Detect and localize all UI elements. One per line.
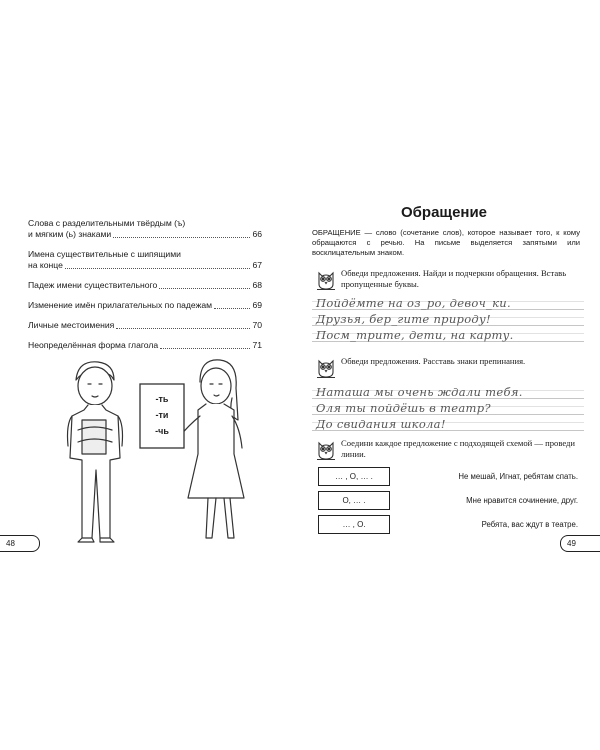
match-row [318,467,582,486]
scheme-box[interactable]: … , О. [318,515,390,534]
table-of-contents [28,218,262,360]
toc-item [28,280,262,291]
match-row [318,515,582,534]
matching-exercise [318,467,582,539]
toc-page-number: 68 [252,280,262,290]
handwritten-sentence: Друзья, бер_гите природу! [316,312,491,326]
owl-icon [316,269,336,291]
rule-definition: ОБРАЩЕНИЕ — слово (сочетание слов), которое называет того, к кому обращаются с речью. На письме выделяется запятыми или восклицательным знаком. [312,228,580,257]
task-instruction: Обведи предложения. Найди и подчеркни обращения. Вставь пропущенные буквы. [341,268,567,289]
copybook-lines-2 [312,383,584,431]
handwritten-sentence: До свидания школа! [316,417,446,431]
sign-suffix: -ти [155,410,169,420]
toc-page-number: 71 [252,340,262,350]
toc-item-text: на конце [28,260,63,270]
owl-icon [316,357,336,379]
toc-leader [116,328,250,329]
match-sentence[interactable]: Не мешай, Игнат, ребятам спать. [458,472,578,481]
sign-suffix: -ть [155,394,169,404]
toc-leader [113,237,250,238]
toc-leader [214,308,250,309]
scheme-box[interactable]: О, … . [318,491,390,510]
handwritten-sentence: Посм_трите, дети, на карту. [316,328,514,342]
task-instruction: Обведи предложения. Расставь знаки препинания. [341,356,526,366]
toc-item-text: Падеж имени существительного [28,280,158,290]
toc-page-number: 67 [252,260,262,270]
children-illustration [48,358,278,543]
toc-item-text: Изменение имён прилагательных по падежам [28,300,213,310]
toc-item-text: Личные местоимения [28,320,115,330]
match-sentence[interactable]: Ребята, вас ждут в театре. [481,520,578,529]
toc-page-number: 69 [252,300,262,310]
toc-page-number: 66 [252,229,262,239]
toc-item [28,300,262,311]
toc-item [28,320,262,331]
handwritten-sentence: Пойдёмте на оз_ро, девоч_ки. [316,296,511,310]
toc-item-text: Слова с разделительными твёрдым (ъ) [28,218,186,228]
handwritten-sentence: Оля ты пойдёшь в театр? [316,401,491,415]
girl-figure [180,360,244,538]
toc-leader [159,288,250,289]
toc-item-text: Имена существительные с шипящими [28,249,181,259]
toc-page-number: 70 [252,320,262,330]
toc-leader [160,348,250,349]
sign-suffix: -чь [155,426,169,436]
task-2 [316,356,578,379]
task-1 [316,268,578,291]
match-sentence[interactable]: Мне нравится сочинение, друг. [466,496,578,505]
owl-icon [316,439,336,461]
toc-item [28,249,262,271]
boy-figure [68,362,123,542]
scheme-box[interactable]: … , О, … . [318,467,390,486]
toc-item-text: Неопределённая форма глагола [28,340,159,350]
task-instruction: Соедини каждое предложение с подходящей схемой — проведи линии. [341,438,576,459]
toc-item [28,218,262,240]
page-title: Обращение [400,204,488,221]
match-row [318,491,582,510]
toc-item [28,340,262,351]
copybook-lines-1 [312,294,584,342]
page-number-left: 48 [0,535,40,552]
task-3 [316,438,578,461]
handwritten-sentence: Наташа мы очень ждали тебя. [316,385,523,399]
page-number-right: 49 [560,535,600,552]
toc-leader [65,268,251,269]
toc-item-text: и мягким (ь) знаками [28,229,112,239]
